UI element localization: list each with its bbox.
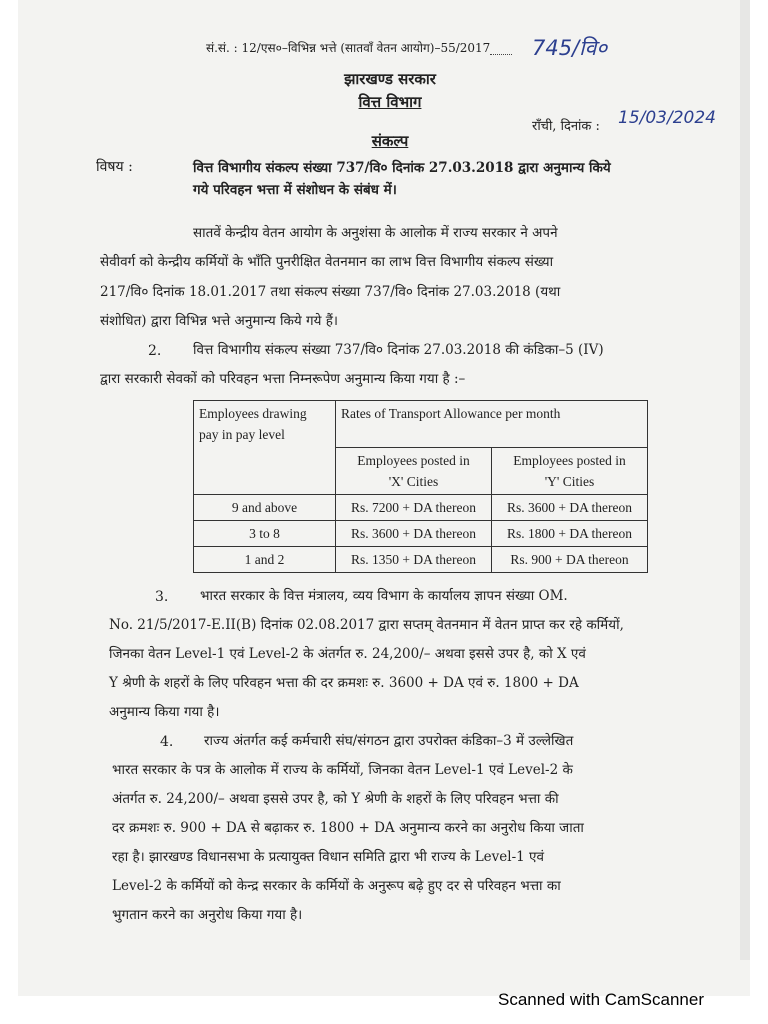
- table-row: [194, 521, 648, 547]
- subject-line-2: गये परिवहन भत्ता में संशोधन के संबंध में।: [193, 182, 397, 198]
- para2-line: द्वारा सरकारी सेवकों को परिवहन भत्ता निम्नरूपेण अनुमान्य किया गया है :–: [100, 371, 466, 387]
- x-rate-cell: Rs. 1350 + DA thereon: [336, 547, 492, 573]
- level-cell: 3 to 8: [194, 521, 336, 547]
- para4-line: रहा है। झारखण्ड विधानसभा के प्रत्यायुक्त विधान समिति द्वारा भी राज्य के Level-1 एवं: [112, 849, 545, 865]
- para3-line: जिनका वेतन Level-1 एवं Level-2 के अंतर्गत रु. 24,200/– अथवा इससे उपर है, को X एवं: [109, 646, 586, 662]
- handwritten-date: 15/03/2024: [618, 108, 716, 128]
- para4-line: दर क्रमशः रु. 900 + DA से बढ़ाकर रु. 1800 + DA अनुमान्य करने का अनुरोध किया जाता: [112, 820, 584, 836]
- para1-line: सेवीवर्ग को केन्द्रीय कर्मियों के भाँति पुनरीक्षित वेतनमान का लाभ वित्त विभागीय संकल्प संख्या: [100, 254, 554, 270]
- rates-header: Rates of Transport Allowance per month: [336, 401, 648, 448]
- subject-label: विषय :: [96, 159, 133, 175]
- x-rate-cell: Rs. 3600 + DA thereon: [336, 521, 492, 547]
- para2-line: वित्त विभागीय संकल्प संख्या 737/वि० दिनांक 27.03.2018 की कंडिका–5 (IV): [193, 342, 604, 358]
- para2-number: 2.: [148, 343, 162, 359]
- y-rate-cell: Rs. 3600 + DA thereon: [492, 495, 648, 521]
- transport-allowance-table: [193, 400, 648, 573]
- para1-line: संशोधित) द्वारा विभिन्न भत्ते अनुमान्य किये गये हैं।: [100, 313, 338, 329]
- para3-line: अनुमान्य किया गया है।: [109, 704, 220, 720]
- handwritten-reference: 745/वि०: [532, 36, 608, 60]
- level-cell: 9 and above: [194, 495, 336, 521]
- para3-line: No. 21/5/2017-E.II(B) दिनांक 02.08.2017 द्वारा सप्तम् वेतनमान में वेतन प्राप्त कर रहे कर्मियों,: [109, 617, 624, 633]
- para4-line: Level-2 के कर्मियों को केन्द्र सरकार के कर्मियों के अनुरूप बढ़े हुए दर से परिवहन भत्ता का: [112, 878, 561, 894]
- level-cell: 1 and 2: [194, 547, 336, 573]
- level-column-header: Employees drawing pay in pay level: [194, 401, 336, 495]
- para4-line: भारत सरकार के पत्र के आलोक में राज्य के कर्मियों, जिनका वेतन Level-1 एवं Level-2 के: [112, 762, 573, 778]
- y-rate-cell: Rs. 900 + DA thereon: [492, 547, 648, 573]
- para4-line: भुगतान करने का अनुरोध किया गया है।: [112, 907, 303, 923]
- para1-line: 217/वि० दिनांक 18.01.2017 तथा संकल्प संख्या 737/वि० दिनांक 27.03.2018 (यथा: [100, 284, 561, 300]
- subject-line-1: वित्त विभागीय संकल्प संख्या 737/वि० दिनांक 27.03.2018 द्वारा अनुमान्य किये: [193, 160, 611, 176]
- reference-number: सं.सं. : 12/एस०–विभिन्न भत्ते (सातवाँ वेतन आयोग)–55/2017: [206, 42, 512, 55]
- page-edge-shadow: [740, 0, 750, 960]
- place-date-label: राँची, दिनांक :: [532, 119, 600, 134]
- table-row: [194, 547, 648, 573]
- department-name: वित्त विभाग: [358, 93, 422, 111]
- government-name: झारखण्ड सरकार: [344, 70, 436, 88]
- para3-number: 3.: [155, 589, 169, 605]
- para3-line: भारत सरकार के वित्त मंत्रालय, व्यय विभाग के कार्यालय ज्ञापन संख्या OM.: [200, 588, 568, 604]
- document-type: संकल्प: [371, 132, 409, 150]
- y-rate-cell: Rs. 1800 + DA thereon: [492, 521, 648, 547]
- para4-line: राज्य अंतर्गत कई कर्मचारी संघ/संगठन द्वारा उपरोक्त कंडिका–3 में उल्लेखित: [204, 733, 574, 749]
- x-cities-header: Employees posted in 'X' Cities: [336, 448, 492, 495]
- scanner-watermark: Scanned with CamScanner: [498, 990, 705, 1009]
- para4-number: 4.: [160, 734, 174, 750]
- para4-line: अंतर्गत रु. 24,200/– अथवा इससे उपर है, को Y श्रेणी के शहरों के लिए परिवहन भत्ता की: [112, 791, 559, 807]
- table-row: [194, 495, 648, 521]
- para3-line: Y श्रेणी के शहरों के लिए परिवहन भत्ता की दर क्रमशः रु. 3600 + DA एवं रु. 1800 + DA: [109, 675, 579, 691]
- table-header-row: [194, 401, 648, 448]
- x-rate-cell: Rs. 7200 + DA thereon: [336, 495, 492, 521]
- para1-line: सातवें केन्द्रीय वेतन आयोग के अनुशंसा के आलोक में राज्य सरकार ने अपने: [193, 225, 558, 241]
- y-cities-header: Employees posted in 'Y' Cities: [492, 448, 648, 495]
